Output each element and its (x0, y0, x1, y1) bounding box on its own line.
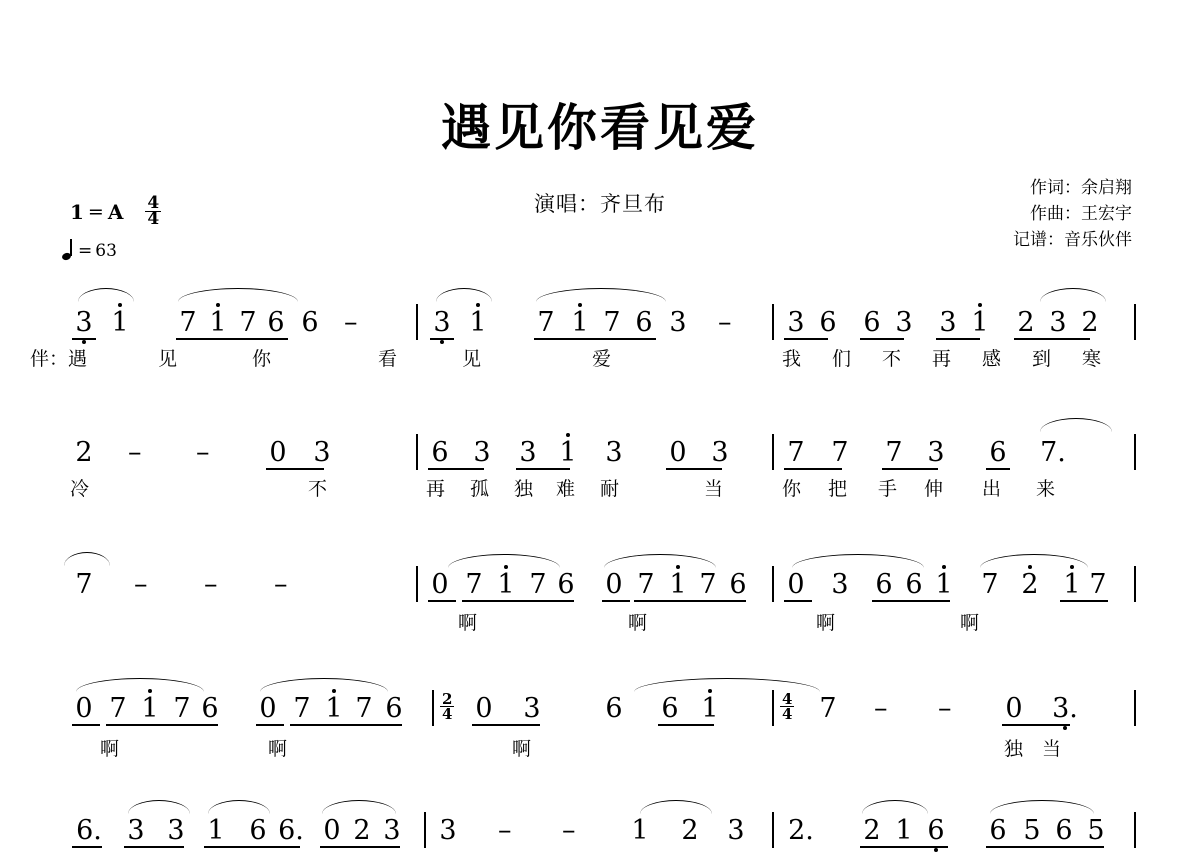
note: 2 (1017, 307, 1035, 338)
time-signature-change (440, 692, 454, 721)
slur-arc (862, 800, 928, 814)
lyrics-row-3 (0, 606, 1200, 636)
note: 7 (787, 437, 805, 468)
note: 2 (681, 815, 699, 846)
notation-row-5 (0, 798, 1200, 856)
transcriber-credit: 记谱：音乐伙伴 (1013, 230, 1132, 250)
note: 6 (927, 815, 945, 846)
beam (266, 468, 324, 470)
lyricist-credit: 作词：余启翔 (1030, 178, 1132, 198)
note: 1 (325, 693, 343, 724)
lyric-syllable: 独 (514, 478, 534, 500)
beam (204, 846, 300, 848)
time-signature (145, 193, 161, 229)
beam (290, 724, 402, 726)
singer-line: 演唱：齐旦布 (534, 192, 666, 216)
slur-arc (78, 288, 134, 302)
hold-dash: – (718, 307, 732, 338)
barline (772, 812, 774, 848)
slur-arc (208, 800, 270, 814)
lyric-syllable: 感 (982, 348, 1002, 370)
note: 6 (635, 307, 653, 338)
note: 0 (259, 693, 277, 724)
note: 3 (75, 307, 93, 338)
lyric-syllable: 们 (832, 348, 852, 370)
lyric-syllable: 啊 (512, 738, 532, 760)
note: 7 (885, 437, 903, 468)
note: 7 (603, 307, 621, 338)
lyric-syllable: 啊 (628, 612, 648, 634)
beam (784, 600, 812, 602)
lyric-syllable: 手 (878, 478, 898, 500)
slur-arc (536, 288, 666, 302)
music-system-3 (0, 548, 1200, 668)
note: 3 (523, 693, 541, 724)
note: 1 (497, 569, 515, 600)
note: 0 (323, 815, 341, 846)
note: 3 (727, 815, 745, 846)
note: 6 (729, 569, 747, 600)
note: 3 (1049, 307, 1067, 338)
note: 3 (167, 815, 185, 846)
slur-arc (322, 800, 396, 814)
tempo-bpm: 63 (95, 241, 117, 261)
barline (416, 434, 418, 470)
note: 1 (1063, 569, 1081, 600)
hold-dash: – (344, 307, 358, 338)
barline (772, 566, 774, 602)
page-title: 遇见你看见爱 (441, 98, 759, 157)
time-signature-numerator: 4 (147, 193, 160, 213)
note: 7 (173, 693, 191, 724)
note: 7 (75, 569, 93, 600)
note: 6 (819, 307, 837, 338)
note: 3. (1052, 693, 1078, 724)
note: 3 (383, 815, 401, 846)
beam (472, 724, 540, 726)
note: 7. (1040, 437, 1066, 468)
note: 6 (875, 569, 893, 600)
barline (772, 304, 774, 340)
note: 7 (981, 569, 999, 600)
key-name: A (107, 199, 124, 224)
note: 3 (439, 815, 457, 846)
slur-arc (128, 800, 190, 814)
beam (872, 600, 950, 602)
hold-dash: – (274, 569, 288, 600)
barline (1134, 304, 1136, 340)
lyric-syllable: 不 (882, 348, 902, 370)
slur-arc (1040, 418, 1112, 432)
lyrics-row-2 (0, 476, 1200, 506)
note: 7 (355, 693, 373, 724)
beam (72, 724, 100, 726)
note: 6 (431, 437, 449, 468)
slur-arc (1040, 288, 1106, 302)
note: 3 (895, 307, 913, 338)
lyric-syllable: 啊 (268, 738, 288, 760)
time-signature-numerator: 2 (442, 690, 453, 708)
note: 1 (207, 815, 225, 846)
note: 2 (1021, 569, 1039, 600)
lyric-syllable: 见 (462, 348, 482, 370)
note: 2. (788, 815, 814, 846)
beam (860, 846, 948, 848)
note: 1 (669, 569, 687, 600)
barline (772, 690, 774, 726)
note: 7 (465, 569, 483, 600)
lyric-syllable: 把 (828, 478, 848, 500)
note: 3 (313, 437, 331, 468)
note: 6 (989, 815, 1007, 846)
slur-arc (436, 288, 492, 302)
note: 3 (473, 437, 491, 468)
hold-dash: – (134, 569, 148, 600)
hold-dash: – (196, 437, 210, 468)
notation-row-1 (0, 288, 1200, 346)
lyric-syllable: 啊 (816, 612, 836, 634)
note: 6 (605, 693, 623, 724)
note: 6 (989, 437, 1007, 468)
note: 7 (1089, 569, 1107, 600)
note: 0 (75, 693, 93, 724)
note: 1 (701, 693, 719, 724)
barline (1134, 434, 1136, 470)
beam (634, 600, 746, 602)
note: 1 (209, 307, 227, 338)
note: 6 (385, 693, 403, 724)
note: 0 (669, 437, 687, 468)
beam (666, 468, 722, 470)
note: 6 (557, 569, 575, 600)
note: 7 (819, 693, 837, 724)
hold-dash: – (874, 693, 888, 724)
barline (1134, 812, 1136, 848)
time-signature-denominator: 4 (147, 209, 160, 229)
time-signature-denominator: 4 (782, 705, 793, 723)
lyric-syllable: 啊 (960, 612, 980, 634)
beam (320, 846, 400, 848)
notation-row-3 (0, 548, 1200, 606)
lyrics-row-1 (0, 346, 1200, 376)
hold-dash: – (498, 815, 512, 846)
beam (986, 468, 1010, 470)
slur-arc (640, 800, 712, 814)
note: 6 (249, 815, 267, 846)
time-signature-numerator: 4 (782, 690, 793, 708)
hold-dash: – (204, 569, 218, 600)
note: 0 (475, 693, 493, 724)
note: 7 (537, 307, 555, 338)
note: 0 (269, 437, 287, 468)
note: 3 (831, 569, 849, 600)
lyric-syllable: 爱 (592, 348, 612, 370)
lyric-syllable: 独 (1004, 738, 1024, 760)
lyric-syllable: 再 (932, 348, 952, 370)
note: 3 (127, 815, 145, 846)
lyric-syllable: 啊 (458, 612, 478, 634)
note: 6 (905, 569, 923, 600)
lyric-syllable: 当 (704, 478, 724, 500)
slur-arc (260, 678, 388, 692)
lyric-syllable: 到 (1032, 348, 1052, 370)
slur-arc (792, 554, 924, 568)
barline (416, 304, 418, 340)
note: 0 (431, 569, 449, 600)
note: 1 (971, 307, 989, 338)
beam (860, 338, 904, 340)
lyric-syllable: 伸 (924, 478, 944, 500)
note: 3 (669, 307, 687, 338)
note: 6 (661, 693, 679, 724)
note: 0 (605, 569, 623, 600)
beam (72, 846, 102, 848)
note: 5 (1023, 815, 1041, 846)
note: 1 (469, 307, 487, 338)
beam (106, 724, 218, 726)
note: 3 (939, 307, 957, 338)
note: 0 (1005, 693, 1023, 724)
slur-arc (178, 288, 298, 302)
time-signature-change (780, 692, 794, 721)
tempo-marking (62, 240, 117, 262)
note: 2 (75, 437, 93, 468)
beam (124, 846, 184, 848)
note: 7 (239, 307, 257, 338)
note: 1 (571, 307, 589, 338)
beam (428, 600, 456, 602)
slur-arc (604, 554, 716, 568)
beam (428, 468, 484, 470)
lyric-syllable: 难 (556, 478, 576, 500)
beam (462, 600, 574, 602)
note: 7 (293, 693, 311, 724)
note: 2 (353, 815, 371, 846)
lyric-syllable: 寒 (1082, 348, 1102, 370)
beam (534, 338, 656, 340)
lyric-syllable: 见 (158, 348, 178, 370)
barline (1134, 690, 1136, 726)
key-equals: = (87, 200, 104, 223)
note: 7 (831, 437, 849, 468)
music-system-5 (0, 798, 1200, 850)
quarter-note-icon (62, 240, 75, 262)
beam (1060, 600, 1108, 602)
note: 3 (433, 307, 451, 338)
lyrics-row-4 (0, 730, 1200, 760)
note: 6 (267, 307, 285, 338)
beam (784, 338, 828, 340)
music-system-4 (0, 672, 1200, 792)
lyric-syllable: 孤 (470, 478, 490, 500)
slur-arc (634, 678, 820, 692)
lyric-syllable: 我 (782, 348, 802, 370)
note: 7 (179, 307, 197, 338)
time-signature-denominator: 4 (442, 705, 453, 723)
note: 3 (605, 437, 623, 468)
lyric-syllable: 看 (378, 348, 398, 370)
lyric-syllable: 不 (308, 478, 328, 500)
note: 3 (519, 437, 537, 468)
note: 0 (787, 569, 805, 600)
lyric-syllable: 你 (782, 478, 802, 500)
beam (986, 846, 1104, 848)
slur-arc (990, 800, 1094, 814)
credits-block (1013, 175, 1132, 253)
note: 1 (631, 815, 649, 846)
barline (432, 690, 434, 726)
hold-dash: – (128, 437, 142, 468)
barline (416, 566, 418, 602)
note: 6. (76, 815, 102, 846)
tempo-equals: = (78, 241, 93, 261)
hold-dash: – (938, 693, 952, 724)
note: 2 (1081, 307, 1099, 338)
beam (602, 600, 630, 602)
note: 5 (1087, 815, 1105, 846)
note: 1 (935, 569, 953, 600)
notation-row-4 (0, 672, 1200, 730)
beam (430, 338, 454, 340)
note: 6. (278, 815, 304, 846)
lyric-syllable: 再 (426, 478, 446, 500)
note: 6 (301, 307, 319, 338)
note: 2 (863, 815, 881, 846)
note: 3 (787, 307, 805, 338)
beam (882, 468, 938, 470)
beam (936, 338, 980, 340)
beam (176, 338, 288, 340)
note: 3 (711, 437, 729, 468)
barline (1134, 566, 1136, 602)
note: 7 (637, 569, 655, 600)
note: 7 (699, 569, 717, 600)
notation-row-2 (0, 418, 1200, 476)
note: 6 (201, 693, 219, 724)
lyric-syllable: 来 (1036, 478, 1056, 500)
note: 6 (863, 307, 881, 338)
beam (1014, 338, 1090, 340)
composer-credit: 作曲：王宏宇 (1030, 204, 1132, 224)
lyric-syllable: 出 (982, 478, 1002, 500)
note: 1 (141, 693, 159, 724)
music-system-1 (0, 288, 1200, 408)
note: 3 (927, 437, 945, 468)
key-degree: 1 (70, 199, 84, 224)
note: 1 (111, 307, 129, 338)
barline (424, 812, 426, 848)
beam (72, 338, 96, 340)
lyric-syllable: 你 (252, 348, 272, 370)
lyric-syllable: 当 (1042, 738, 1062, 760)
hold-dash: – (562, 815, 576, 846)
lyric-syllable: 耐 (600, 478, 620, 500)
beam (658, 724, 714, 726)
note: 1 (559, 437, 577, 468)
beam (516, 468, 570, 470)
note: 7 (529, 569, 547, 600)
lyric-syllable: 冷 (70, 478, 90, 500)
note: 7 (109, 693, 127, 724)
note: 6 (1055, 815, 1073, 846)
barline (772, 434, 774, 470)
beam (1002, 724, 1070, 726)
music-system-2 (0, 418, 1200, 538)
beam (256, 724, 284, 726)
slur-arc (76, 678, 204, 692)
lyric-syllable: 伴：遇 (30, 348, 88, 370)
beam (784, 468, 842, 470)
key-signature (70, 193, 161, 229)
note: 1 (895, 815, 913, 846)
slur-arc (64, 552, 110, 566)
lyric-syllable: 啊 (100, 738, 120, 760)
